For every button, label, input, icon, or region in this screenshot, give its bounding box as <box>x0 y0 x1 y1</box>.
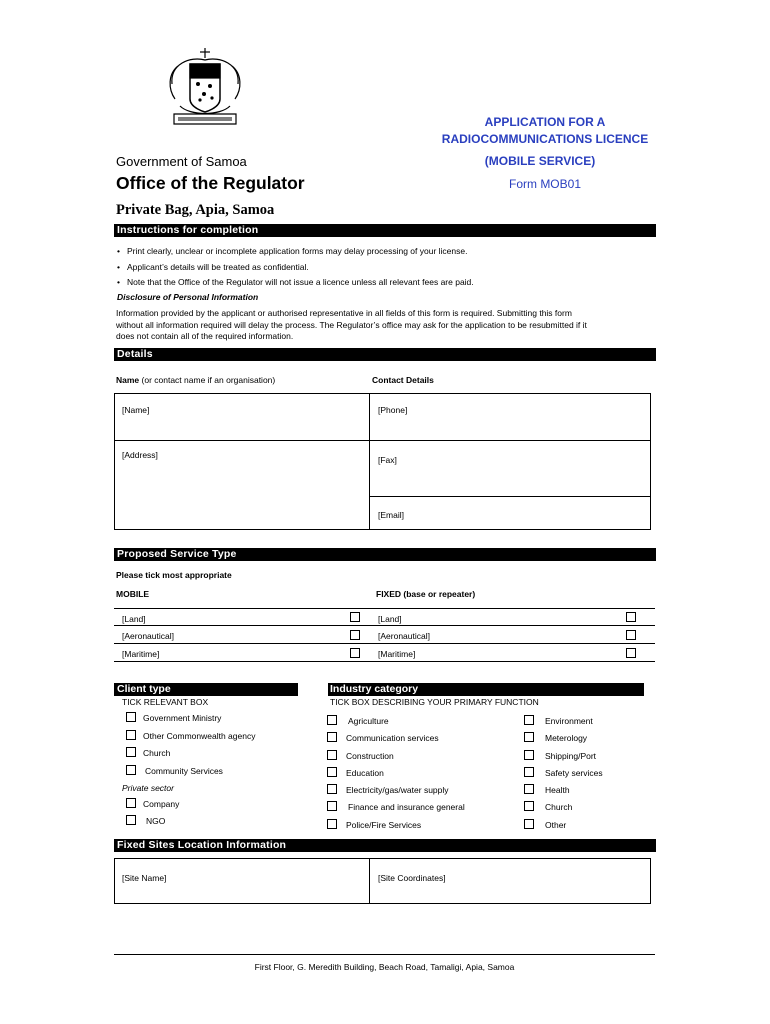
instruction-bullet-1: • Print clearly, unclear or incomplete application forms may delay processing of your license. <box>117 246 467 256</box>
footer-rule <box>114 954 655 955</box>
name-field[interactable]: [Name] <box>122 405 150 415</box>
site-coordinates-field[interactable]: [Site Coordinates] <box>378 873 446 883</box>
details-section-header: Details <box>114 348 656 361</box>
industry-church-label: Church <box>545 802 573 812</box>
application-title-line1: APPLICATION FOR A <box>484 115 606 129</box>
industry-safety-label: Safety services <box>545 768 603 778</box>
fixed-label: FIXED (base or repeater) <box>376 589 476 599</box>
client-ngo-checkbox[interactable] <box>126 815 136 825</box>
industry-utilities-checkbox[interactable] <box>327 784 337 794</box>
industry-finance-label: Finance and insurance general <box>348 802 465 812</box>
disclosure-text-line2: without all information required will delay the process. The Regulator’s office may ask for the application to be resubmitted if it <box>116 320 587 330</box>
industry-other-label: Other <box>545 820 567 830</box>
mobile-maritime-label: [Maritime] <box>122 649 160 659</box>
phone-field[interactable]: [Phone] <box>378 405 408 415</box>
industry-utilities-label: Electricity/gas/water supply <box>346 785 449 795</box>
client-company-label: Company <box>143 799 180 809</box>
client-government-checkbox[interactable] <box>126 712 136 722</box>
office-address: Private Bag, Apia, Samoa <box>116 202 275 218</box>
instruction-bullet-2: • Applicant’s details will be treated as confidential. <box>117 262 309 272</box>
industry-church-checkbox[interactable] <box>524 801 534 811</box>
form-code: Form MOB01 <box>508 177 581 191</box>
disclosure-title: Disclosure of Personal Information <box>117 292 259 302</box>
fixed-sites-divider <box>369 858 370 904</box>
disclosure-text-line3: does not contain all of the required information. <box>116 331 294 341</box>
fixed-land-checkbox[interactable] <box>626 612 636 622</box>
industry-finance-checkbox[interactable] <box>327 801 337 811</box>
details-divider-fax <box>369 496 651 497</box>
client-government-label: Government Ministry <box>143 713 222 723</box>
client-ngo-label: NGO <box>146 816 166 826</box>
industry-police-fire-checkbox[interactable] <box>327 819 337 829</box>
client-community-label: Community Services <box>145 766 223 776</box>
industry-other-checkbox[interactable] <box>524 819 534 829</box>
office-name: Office of the Regulator <box>116 173 305 193</box>
client-commonwealth-label: Other Commonwealth agency <box>143 731 256 741</box>
client-church-checkbox[interactable] <box>126 747 136 757</box>
industry-police-fire-label: Police/Fire Services <box>346 820 422 830</box>
industry-environment-checkbox[interactable] <box>524 715 534 725</box>
fixed-sites-section-header: Fixed Sites Location Information <box>114 839 656 852</box>
contact-details-label: Contact Details <box>372 375 434 385</box>
details-divider-phone <box>369 440 651 441</box>
private-sector-label: Private sector <box>122 783 174 793</box>
industry-agriculture-checkbox[interactable] <box>327 715 337 725</box>
industry-meterology-checkbox[interactable] <box>524 732 534 742</box>
industry-construction-checkbox[interactable] <box>327 750 337 760</box>
mobile-aeronautical-checkbox[interactable] <box>350 630 360 640</box>
industry-agriculture-label: Agriculture <box>348 716 389 726</box>
mobile-aeronautical-label: [Aeronautical] <box>122 631 174 641</box>
industry-category-subtitle: TICK BOX DESCRIBING YOUR PRIMARY FUNCTION <box>330 697 539 707</box>
industry-health-checkbox[interactable] <box>524 784 534 794</box>
instructions-section-header: Instructions for completion <box>114 224 656 237</box>
mobile-land-checkbox[interactable] <box>350 612 360 622</box>
details-divider-name <box>114 440 370 441</box>
samoa-coat-of-arms <box>160 44 250 132</box>
footer-address: First Floor, G. Meredith Building, Beach Road, Tamaligi, Apia, Samoa <box>254 962 515 972</box>
industry-safety-checkbox[interactable] <box>524 767 534 777</box>
industry-health-label: Health <box>545 785 570 795</box>
industry-environment-label: Environment <box>545 716 593 726</box>
industry-construction-label: Construction <box>346 751 394 761</box>
industry-shipping-label: Shipping/Port <box>545 751 597 761</box>
industry-education-checkbox[interactable] <box>327 767 337 777</box>
client-type-subtitle: TICK RELEVANT BOX <box>122 697 209 707</box>
mobile-maritime-checkbox[interactable] <box>350 648 360 658</box>
fixed-maritime-label: [Maritime] <box>378 649 416 659</box>
client-community-checkbox[interactable] <box>126 765 136 775</box>
mobile-row-land <box>114 608 370 626</box>
fax-field[interactable]: [Fax] <box>378 455 397 465</box>
industry-communication-checkbox[interactable] <box>327 732 337 742</box>
mobile-label: MOBILE <box>116 589 150 599</box>
site-name-field[interactable]: [Site Name] <box>122 873 167 883</box>
fixed-row-land <box>370 608 655 626</box>
industry-category-header: Industry category <box>328 683 644 696</box>
industry-meterology-label: Meterology <box>545 733 588 743</box>
industry-education-label: Education <box>346 768 384 778</box>
address-field[interactable]: [Address] <box>122 450 158 460</box>
service-instruction: Please tick most appropriate <box>116 570 232 580</box>
application-title-line2: RADIOCOMMUNICATIONS LICENCE <box>441 132 649 146</box>
client-type-header: Client type <box>114 683 298 696</box>
application-title-line3: (MOBILE SERVICE) <box>484 154 596 168</box>
name-label: Name (or contact name if an organisation) <box>116 375 276 385</box>
client-company-checkbox[interactable] <box>126 798 136 808</box>
instruction-bullet-3: • Note that the Office of the Regulator will not issue a licence unless all relevant fees are paid. <box>117 277 474 287</box>
mobile-land-label: [Land] <box>122 614 146 624</box>
client-church-label: Church <box>143 748 171 758</box>
industry-shipping-checkbox[interactable] <box>524 750 534 760</box>
email-field[interactable]: [Email] <box>378 510 404 520</box>
fixed-maritime-checkbox[interactable] <box>626 648 636 658</box>
industry-communication-label: Communication services <box>346 733 439 743</box>
fixed-land-label: [Land] <box>378 614 402 624</box>
disclosure-text-line1: Information provided by the applicant or authorised representative in all fields of this form is required. Submitting this form <box>116 308 572 318</box>
fixed-aeronautical-checkbox[interactable] <box>626 630 636 640</box>
service-section-header: Proposed Service Type <box>114 548 656 561</box>
fixed-aeronautical-label: [Aeronautical] <box>378 631 430 641</box>
client-commonwealth-checkbox[interactable] <box>126 730 136 740</box>
government-name: Government of Samoa <box>116 154 247 169</box>
details-divider-vertical <box>369 393 370 530</box>
